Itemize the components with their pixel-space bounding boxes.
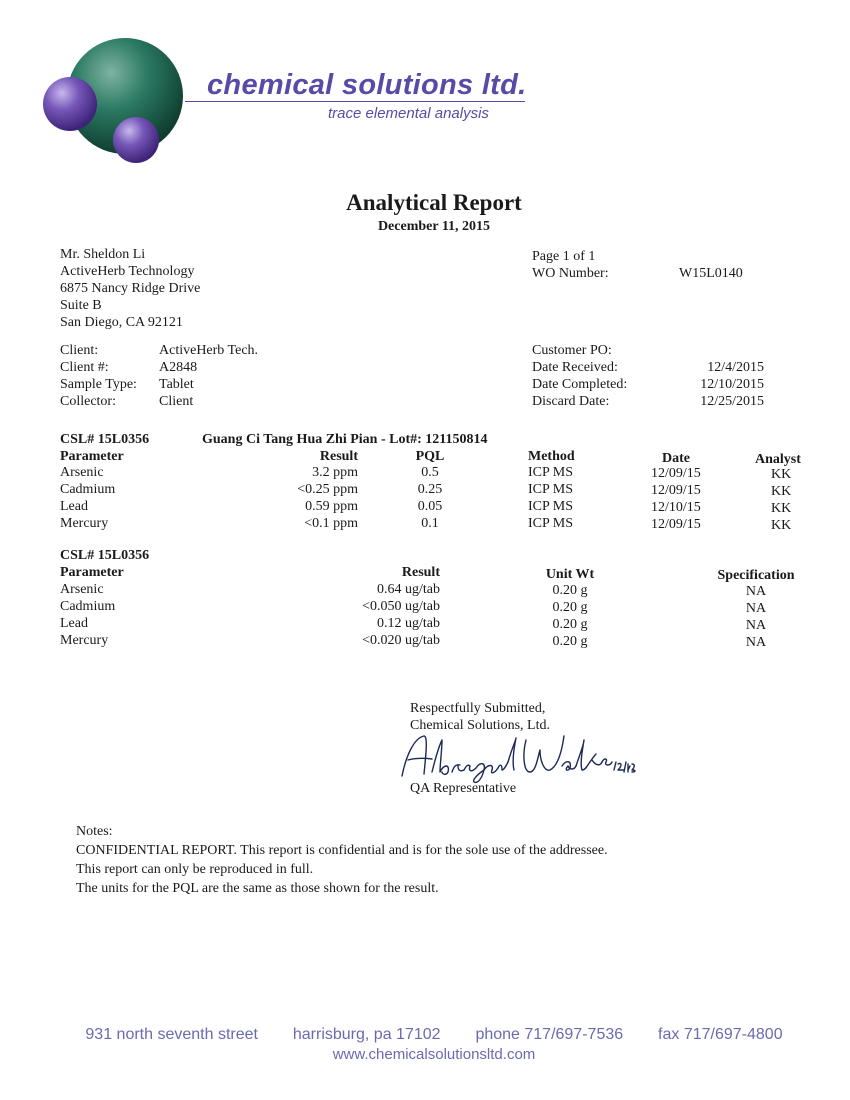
- footer-street: 931 north seventh street: [85, 1026, 258, 1043]
- csl-number-2: CSL# 15L0356: [60, 548, 150, 563]
- col-header-result-2: Result: [401, 565, 440, 580]
- cell-pql: 0.1: [421, 516, 439, 531]
- address-line: ActiveHerb Technology: [60, 264, 195, 279]
- recipient-address: [60, 246, 200, 331]
- cell-unit-wt: 0.20 g: [552, 600, 588, 615]
- col-header-method: Method: [528, 449, 575, 464]
- company-tagline: trace elemental analysis: [328, 105, 489, 122]
- col-header-result: Result: [319, 449, 358, 464]
- company-signoff: Chemical Solutions, Ltd.: [410, 718, 550, 733]
- client-info: [60, 342, 258, 410]
- table-row: [0, 581, 850, 598]
- cell-unit-wt: 0.20 g: [552, 583, 588, 598]
- notes-line: This report can only be reproduced in full.: [76, 862, 314, 877]
- date-label: Discard Date:: [532, 394, 610, 409]
- cell-date: 12/10/15: [651, 500, 701, 515]
- cell-unit-wt: 0.20 g: [552, 634, 588, 649]
- cell-pql: 0.5: [421, 465, 439, 480]
- footer-fax: fax 717/697-4800: [658, 1026, 783, 1043]
- results-table-1: [0, 464, 850, 532]
- address-line: 6875 Nancy Ridge Drive: [60, 281, 201, 296]
- cell-result: <0.1 ppm: [304, 516, 358, 531]
- results-table-2: [0, 581, 850, 649]
- footer-phone: phone 717/697-7536: [475, 1026, 624, 1043]
- client-label: Sample Type:: [60, 377, 137, 392]
- date-value: 12/4/2015: [707, 360, 764, 375]
- col-header-unit-wt: Unit Wt: [545, 567, 595, 582]
- table-row: [0, 615, 850, 632]
- date-value: 12/10/2015: [700, 377, 764, 392]
- submitted-by-line: Respectfully Submitted,: [410, 701, 546, 716]
- cell-date: 12/09/15: [651, 517, 701, 532]
- table-row: [0, 464, 850, 481]
- cell-date: 12/09/15: [651, 466, 701, 481]
- cell-specification: NA: [745, 618, 767, 633]
- date-label: Date Completed:: [532, 377, 628, 392]
- table-row: [0, 515, 850, 532]
- col-header-parameter-2: Parameter: [60, 565, 124, 580]
- date-value: 12/25/2015: [700, 394, 764, 409]
- cell-specification: NA: [745, 584, 767, 599]
- client-value: A2848: [159, 360, 198, 375]
- notes-label: Notes:: [76, 824, 113, 839]
- cell-parameter: Cadmium: [60, 482, 116, 497]
- cell-parameter: Arsenic: [60, 465, 104, 480]
- col-header-analyst: Analyst: [755, 452, 801, 467]
- footer-city: harrisburg, pa 17102: [292, 1026, 441, 1043]
- cell-result: 0.12 ug/tab: [377, 616, 440, 631]
- cell-parameter: Arsenic: [60, 582, 104, 597]
- company-name: chemical solutions ltd.: [207, 69, 527, 101]
- cell-result: 3.2 ppm: [312, 465, 358, 480]
- sample-type-row: [60, 376, 258, 393]
- discard-date-row: [532, 393, 764, 410]
- cell-pql: 0.05: [417, 499, 443, 514]
- client-label: Client:: [60, 343, 99, 358]
- csl-number: CSL# 15L0356: [60, 432, 150, 447]
- table-row: [0, 481, 850, 498]
- client-value: Tablet: [159, 377, 194, 392]
- cell-method: ICP MS: [528, 465, 574, 480]
- cell-method: ICP MS: [528, 482, 574, 497]
- date-completed-row: [532, 376, 764, 393]
- cell-analyst: KK: [771, 484, 792, 499]
- cell-date: 12/09/15: [651, 483, 701, 498]
- brand-divider: [185, 101, 525, 102]
- cell-result: <0.020 ug/tab: [362, 633, 440, 648]
- cell-parameter: Cadmium: [60, 599, 116, 614]
- address-line: San Diego, CA 92121: [60, 315, 183, 330]
- date-received-row: [532, 359, 764, 376]
- customer-po-row: [532, 342, 764, 359]
- cell-analyst: KK: [771, 518, 792, 533]
- client-number-row: [60, 359, 258, 376]
- cell-parameter: Mercury: [60, 516, 109, 531]
- cell-parameter: Mercury: [60, 633, 109, 648]
- client-label: Collector:: [60, 394, 116, 409]
- wo-number-label: WO Number:: [532, 266, 609, 281]
- table-row: [0, 598, 850, 615]
- cell-parameter: Lead: [60, 616, 88, 631]
- company-logo: [40, 32, 190, 168]
- report-dates: [532, 342, 764, 410]
- notes-section: [76, 823, 608, 897]
- notes-line: CONFIDENTIAL REPORT. This report is confidential and is for the sole use of the addressee.: [76, 843, 608, 858]
- cell-result: 0.64 ug/tab: [377, 582, 440, 597]
- table-row: [0, 498, 850, 515]
- cell-method: ICP MS: [528, 516, 574, 531]
- cell-specification: NA: [745, 601, 767, 616]
- cell-pql: 0.25: [417, 482, 443, 497]
- client-row: [60, 342, 258, 359]
- cell-unit-wt: 0.20 g: [552, 617, 588, 632]
- client-value: ActiveHerb Tech.: [159, 343, 259, 358]
- sample-description: Guang Ci Tang Hua Zhi Pian - Lot#: 121150814: [202, 432, 488, 447]
- handwritten-signature: [398, 726, 638, 788]
- col-header-specification: Specification: [717, 568, 795, 583]
- cell-analyst: KK: [771, 501, 792, 516]
- client-label: Client #:: [60, 360, 109, 375]
- cell-result: 0.59 ppm: [305, 499, 358, 514]
- address-line: Suite B: [60, 298, 102, 313]
- cell-method: ICP MS: [528, 499, 574, 514]
- page-number: Page 1 of 1: [532, 249, 596, 264]
- col-header-pql: PQL: [415, 449, 445, 464]
- cell-result: <0.25 ppm: [297, 482, 358, 497]
- client-value: Client: [159, 394, 194, 409]
- cell-result: <0.050 ug/tab: [362, 599, 440, 614]
- footer-website: www.chemicalsolutionsltd.com: [332, 1046, 536, 1063]
- footer-address: [0, 1026, 850, 1044]
- qa-representative-label: QA Representative: [410, 781, 517, 796]
- logo-bottom-sphere: [113, 117, 159, 163]
- cell-parameter: Lead: [60, 499, 88, 514]
- logo-left-sphere: [43, 77, 97, 131]
- report-title: Analytical Report: [346, 190, 522, 215]
- cell-specification: NA: [745, 635, 767, 650]
- address-line: Mr. Sheldon Li: [60, 247, 146, 262]
- notes-line: The units for the PQL are the same as those shown for the result.: [76, 881, 439, 896]
- wo-number-value: W15L0140: [679, 266, 743, 281]
- cell-analyst: KK: [771, 467, 792, 482]
- collector-row: [60, 393, 258, 410]
- col-header-date: Date: [662, 451, 690, 466]
- date-label: Date Received:: [532, 360, 618, 375]
- date-label: Customer PO:: [532, 343, 612, 358]
- table-row: [0, 632, 850, 649]
- report-date: December 11, 2015: [377, 219, 491, 234]
- col-header-parameter: Parameter: [60, 449, 124, 464]
